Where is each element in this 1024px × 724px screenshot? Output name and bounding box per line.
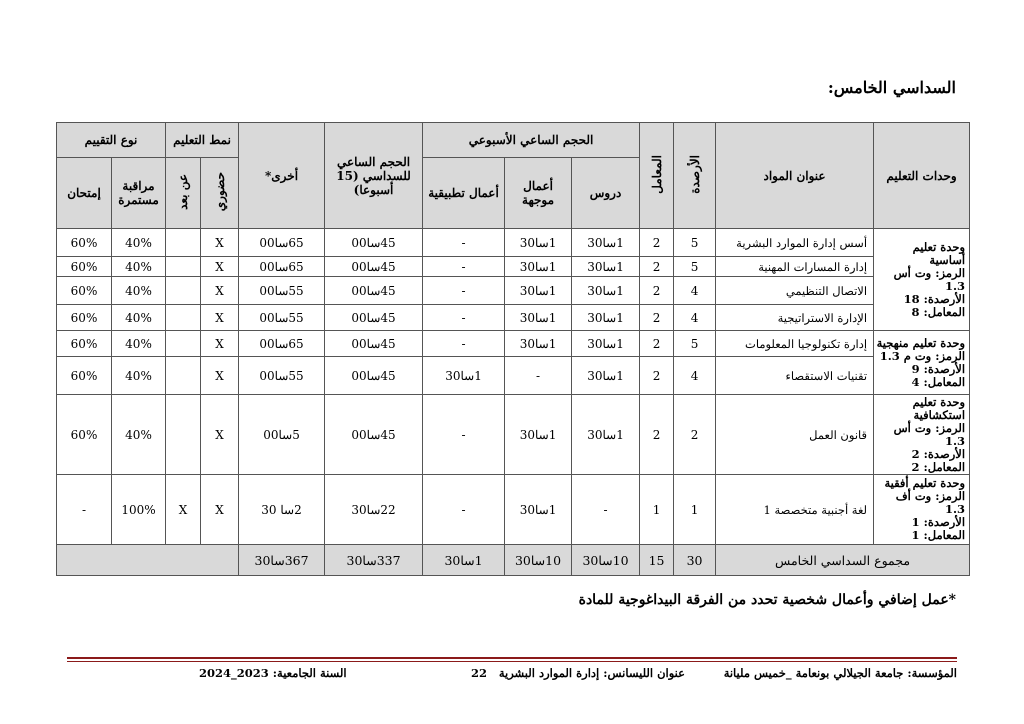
exam-cell: 60% <box>57 305 112 331</box>
td-cell: 1سا30 <box>505 229 572 257</box>
semester-cell: 45سا00 <box>325 257 423 277</box>
subject-cell: تقنيات الاستقصاء <box>716 357 874 395</box>
td-cell: 1سا30 <box>505 331 572 357</box>
table-row <box>57 229 970 257</box>
other-cell: 65سا00 <box>239 257 325 277</box>
semester-cell: 45سا00 <box>325 277 423 305</box>
remote-cell <box>166 331 201 357</box>
tp-cell: - <box>423 229 505 257</box>
presential-cell: X <box>201 229 239 257</box>
credits-cell: 5 <box>674 331 716 357</box>
table-row <box>57 277 970 305</box>
total-other: 367سا30 <box>239 545 325 576</box>
lectures-cell: 1سا30 <box>572 305 640 331</box>
remote-cell <box>166 357 201 395</box>
remote-cell <box>166 257 201 277</box>
exam-cell: 60% <box>57 257 112 277</box>
table-row <box>57 331 970 357</box>
continuous-cell: 40% <box>112 331 166 357</box>
footer-year: السنة الجامعية: 2023_2024 <box>199 666 347 680</box>
tp-cell: - <box>423 475 505 545</box>
credits-cell: 4 <box>674 277 716 305</box>
credits-cell: 1 <box>674 475 716 545</box>
tp-cell: - <box>423 305 505 331</box>
page-footer <box>67 666 957 684</box>
footer-divider-thin <box>67 661 957 662</box>
table-row <box>57 395 970 475</box>
continuous-cell: 40% <box>112 277 166 305</box>
subject-cell: الإدارة الاستراتيجية <box>716 305 874 331</box>
tp-cell: - <box>423 395 505 475</box>
other-cell: 2سا 30 <box>239 475 325 545</box>
continuous-cell: 40% <box>112 257 166 277</box>
other-cell: 55سا00 <box>239 305 325 331</box>
remote-cell <box>166 229 201 257</box>
lectures-cell: 1سا30 <box>572 257 640 277</box>
footer-divider <box>67 657 957 659</box>
coef-cell: 2 <box>640 277 674 305</box>
other-cell: 5سا00 <box>239 395 325 475</box>
header-tp: أعمال تطبيقية <box>423 158 505 229</box>
other-cell: 65سا00 <box>239 229 325 257</box>
continuous-cell: 40% <box>112 395 166 475</box>
total-lectures: 10سا30 <box>572 545 640 576</box>
credits-cell: 2 <box>674 395 716 475</box>
total-label: مجموع السداسي الخامس <box>716 545 970 576</box>
semester-cell: 45سا00 <box>325 305 423 331</box>
total-empty <box>57 545 239 576</box>
coef-cell: 2 <box>640 357 674 395</box>
td-cell: - <box>505 357 572 395</box>
presential-cell: X <box>201 475 239 545</box>
header-credits: الأرصدة <box>674 123 716 229</box>
header-remote: عن بعد <box>166 158 201 229</box>
tp-cell: - <box>423 331 505 357</box>
semester-cell: 22سا30 <box>325 475 423 545</box>
exam-cell: 60% <box>57 331 112 357</box>
table-row <box>57 257 970 277</box>
td-cell: 1سا30 <box>505 475 572 545</box>
presential-cell: X <box>201 395 239 475</box>
subject-cell: قانون العمل <box>716 395 874 475</box>
other-cell: 55سا00 <box>239 277 325 305</box>
remote-cell <box>166 395 201 475</box>
lectures-cell: 1سا30 <box>572 229 640 257</box>
td-cell: 1سا30 <box>505 277 572 305</box>
coef-cell: 2 <box>640 395 674 475</box>
footer-page-number: 22 <box>470 666 487 680</box>
header-lectures: دروس <box>572 158 640 229</box>
table-row <box>57 357 970 395</box>
header-coef: المعامل <box>640 123 674 229</box>
credits-cell: 4 <box>674 305 716 331</box>
other-cell: 55سا00 <box>239 357 325 395</box>
header-semester-volume: الحجم الساعي للسداسي (15 أسبوعا) <box>325 123 423 229</box>
lectures-cell: 1سا30 <box>572 357 640 395</box>
footer-license-title: عنوان الليسانس: إدارة الموارد البشرية <box>498 666 685 680</box>
remote-cell <box>166 305 201 331</box>
subject-cell: أسس إدارة الموارد البشرية <box>716 229 874 257</box>
coef-cell: 1 <box>640 475 674 545</box>
presential-cell: X <box>201 331 239 357</box>
header-weekly: الحجم الساعي الأسبوعي <box>423 123 640 158</box>
header-eval: نوع التقييم <box>57 123 166 158</box>
lectures-cell: - <box>572 475 640 545</box>
total-semester: 337سا30 <box>325 545 423 576</box>
coef-cell: 2 <box>640 305 674 331</box>
presential-cell: X <box>201 277 239 305</box>
credits-cell: 4 <box>674 357 716 395</box>
lectures-cell: 1سا30 <box>572 331 640 357</box>
exam-cell: 60% <box>57 229 112 257</box>
lectures-cell: 1سا30 <box>572 395 640 475</box>
coef-cell: 2 <box>640 229 674 257</box>
header-mode: نمط التعليم <box>166 123 239 158</box>
semester-cell: 45سا00 <box>325 395 423 475</box>
coef-cell: 2 <box>640 257 674 277</box>
tp-cell: - <box>423 277 505 305</box>
exam-cell: 60% <box>57 395 112 475</box>
lectures-cell: 1سا30 <box>572 277 640 305</box>
header-units: وحدات التعليم <box>874 123 970 229</box>
subject-cell: إدارة المسارات المهنية <box>716 257 874 277</box>
header-td: أعمال موجهة <box>505 158 572 229</box>
semester-cell: 45سا00 <box>325 331 423 357</box>
other-cell: 65سا00 <box>239 331 325 357</box>
presential-cell: X <box>201 357 239 395</box>
semester-table <box>56 122 970 576</box>
total-row <box>57 545 970 576</box>
td-cell: 1سا30 <box>505 305 572 331</box>
subject-cell: الاتصال التنظيمي <box>716 277 874 305</box>
semester-cell: 45سا00 <box>325 229 423 257</box>
unit-cell: وحدة تعليم أفقية الرمز: وت أف 1.3 الأرصدة: 1 المعامل: 1 <box>874 475 970 545</box>
exam-cell: 60% <box>57 357 112 395</box>
header-presential: حضوري <box>201 158 239 229</box>
header-exam: إمتحان <box>57 158 112 229</box>
presential-cell: X <box>201 257 239 277</box>
continuous-cell: 40% <box>112 229 166 257</box>
subject-cell: إدارة تكنولوجيا المعلومات <box>716 331 874 357</box>
presential-cell: X <box>201 305 239 331</box>
footnote: *عمل إضافي وأعمال شخصية تحدد من الفرقة البيداغوجية للمادة <box>578 592 956 608</box>
td-cell: 1سا30 <box>505 395 572 475</box>
header-other: أخرى* <box>239 123 325 229</box>
remote-cell: X <box>166 475 201 545</box>
continuous-cell: 40% <box>112 357 166 395</box>
continuous-cell: 40% <box>112 305 166 331</box>
footer-institution: المؤسسة: جامعة الجيلالي بونعامة _خميس مليانة <box>723 666 957 680</box>
credits-cell: 5 <box>674 229 716 257</box>
tp-cell: 1سا30 <box>423 357 505 395</box>
subject-cell: لغة أجنبية متخصصة 1 <box>716 475 874 545</box>
td-cell: 1سا30 <box>505 257 572 277</box>
unit-cell: وحدة تعليم منهجية الرمز: وت م 1.3 الأرصدة: 9 المعامل: 4 <box>874 331 970 395</box>
unit-cell: وحدة تعليم استكشافية الرمز: وت أس 1.3 الأرصدة: 2 المعامل: 2 <box>874 395 970 475</box>
semester-cell: 45سا00 <box>325 357 423 395</box>
exam-cell: 60% <box>57 277 112 305</box>
credits-cell: 5 <box>674 257 716 277</box>
header-subject: عنوان المواد <box>716 123 874 229</box>
total-tp: 1سا30 <box>423 545 505 576</box>
total-credits: 30 <box>674 545 716 576</box>
table-row <box>57 475 970 545</box>
table-row <box>57 305 970 331</box>
continuous-cell: 100% <box>112 475 166 545</box>
header-continuous: مراقبة مستمرة <box>112 158 166 229</box>
total-coef: 15 <box>640 545 674 576</box>
unit-cell: وحدة تعليم أساسية الرمز: وت أس 1.3 الأرصدة: 18 المعامل: 8 <box>874 229 970 331</box>
remote-cell <box>166 277 201 305</box>
tp-cell: - <box>423 257 505 277</box>
coef-cell: 2 <box>640 331 674 357</box>
page-title: السداسي الخامس: <box>827 78 956 97</box>
exam-cell: - <box>57 475 112 545</box>
total-td: 10سا30 <box>505 545 572 576</box>
